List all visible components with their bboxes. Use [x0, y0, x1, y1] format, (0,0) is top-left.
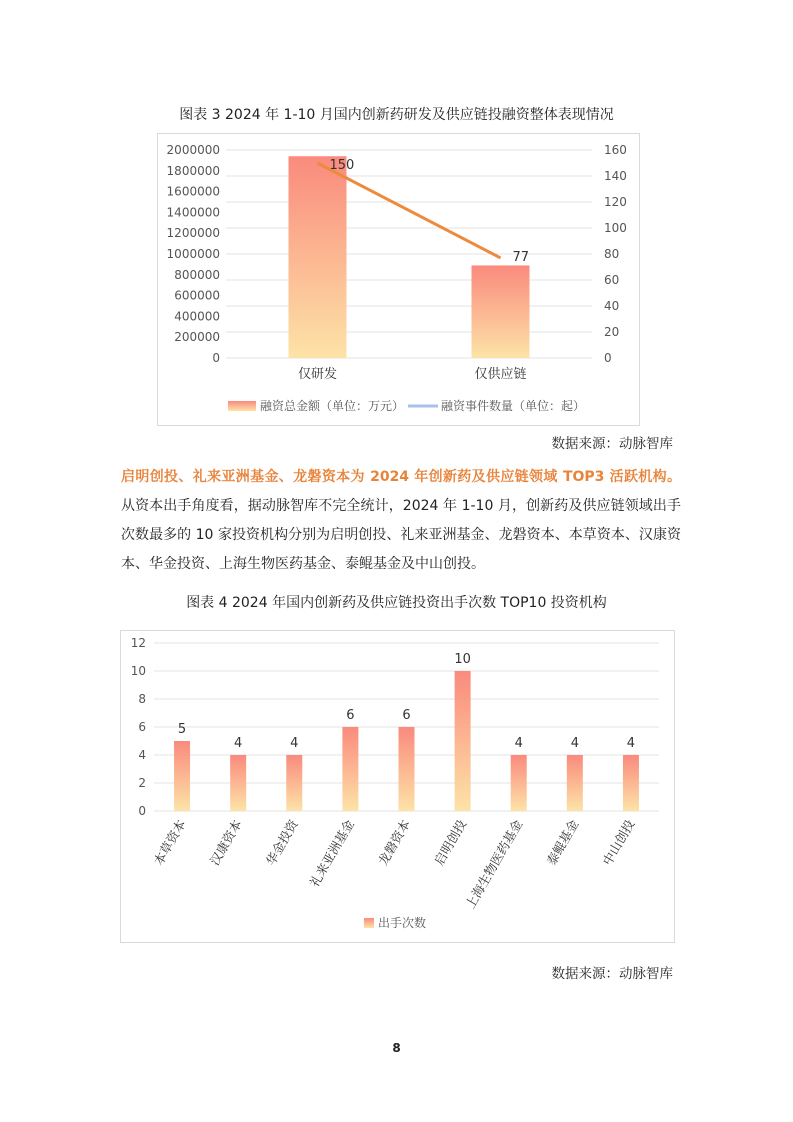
bar-data-label: 4	[626, 736, 636, 751]
x-tick-label: 启明创投	[431, 817, 470, 868]
paragraph-highlight: 启明创投、礼来亚洲基金、龙磐资本为 2024 年创新药及供应链领域 TOP3 活跃机构。	[121, 469, 681, 485]
y-left-tick-label: 600000	[174, 288, 220, 303]
x-tick-label: 仅供应链	[474, 367, 527, 382]
bar-data-label: 6	[402, 708, 411, 723]
y-left-tick-label: 1800000	[166, 163, 220, 178]
bar	[174, 741, 190, 811]
y-left-tick-label: 1600000	[166, 184, 220, 199]
y-right-tick-label: 40	[604, 299, 620, 313]
y-left-tick-label: 400000	[174, 309, 220, 324]
y-right-tick-label: 140	[604, 169, 627, 183]
legend-label: 出手次数	[378, 916, 427, 930]
x-tick-label: 汉康资本	[206, 817, 245, 868]
x-tick-label: 仅研发	[297, 367, 338, 382]
y-right-tick-label: 60	[604, 273, 620, 287]
bar	[230, 755, 246, 811]
bar-data-label: 4	[234, 736, 243, 751]
bar-data-label: 4	[570, 736, 579, 751]
paragraph-body: 从资本出手角度看，据动脉智库不完全统计，2024 年 1-10 月，创新药及供应链领域出手次数最多的 10 家投资机构分别为启明创投、礼来亚洲基金、龙磐资本、本草资本、汉康资本、华金投资、上海生物医药基金、泰鲲基金及中山创投。	[121, 498, 681, 572]
y-tick-label: 10	[130, 664, 146, 678]
bar	[472, 265, 530, 358]
legend-label-bar: 融资总金额（单位：万元）	[260, 399, 405, 413]
figure3-svg	[158, 134, 639, 425]
y-right-tick-label: 120	[604, 195, 627, 209]
y-tick-label: 12	[130, 636, 146, 650]
x-tick-label: 本草资本	[150, 817, 189, 868]
bar	[567, 755, 583, 811]
bar-data-label: 4	[514, 736, 523, 751]
bar-data-label: 5	[177, 722, 187, 737]
x-tick-label: 礼来亚洲基金	[306, 817, 357, 890]
y-tick-label: 2	[138, 776, 146, 790]
y-left-tick-label: 1400000	[166, 205, 220, 220]
y-right-tick-label: 80	[604, 247, 620, 261]
figure3-caption: 图表 3 2024 年 1-10 月国内创新药研发及供应链投融资整体表现情况	[179, 107, 614, 123]
x-tick-label: 龙磐资本	[375, 817, 414, 868]
y-left-tick-label: 1200000	[166, 226, 220, 241]
figure4-svg	[121, 631, 674, 942]
x-tick-label: 泰鲲基金	[543, 817, 582, 868]
bar	[511, 755, 527, 811]
bar-data-label: 6	[346, 708, 355, 723]
figure4-source: 数据来源：动脉智库	[551, 966, 673, 982]
figure3-source: 数据来源：动脉智库	[551, 436, 673, 452]
x-tick-label: 中山创投	[599, 817, 638, 868]
y-right-tick-label: 20	[604, 325, 620, 339]
y-right-tick-label: 0	[604, 351, 612, 365]
legend-swatch	[364, 918, 374, 928]
bar	[623, 755, 639, 811]
bar-data-label: 10	[454, 652, 471, 667]
bar	[342, 727, 358, 811]
y-left-tick-label: 200000	[174, 330, 220, 345]
figure4-caption: 图表 4 2024 年国内创新药及供应链投资出手次数 TOP10 投资机构	[186, 595, 607, 611]
bar	[455, 671, 471, 811]
line-data-label: 150	[329, 158, 355, 173]
y-tick-label: 0	[138, 804, 146, 818]
y-left-tick-label: 0	[212, 351, 220, 365]
x-tick-label: 华金投资	[262, 817, 301, 868]
legend-swatch-bar	[228, 401, 256, 411]
body-paragraph	[121, 463, 681, 579]
bar	[399, 727, 415, 811]
y-tick-label: 6	[138, 720, 146, 734]
line-data-label: 77	[512, 249, 530, 265]
bar	[286, 755, 302, 811]
figure4-chart	[120, 630, 675, 943]
bar	[289, 156, 347, 358]
y-left-tick-label: 800000	[174, 267, 220, 282]
page-number: 8	[392, 1041, 401, 1055]
y-tick-label: 4	[138, 748, 146, 762]
y-tick-label: 8	[138, 692, 146, 706]
x-tick-label: 上海生物医药基金	[462, 817, 526, 912]
bar-data-label: 4	[290, 736, 299, 751]
y-left-tick-label: 1000000	[166, 247, 220, 261]
y-left-tick-label: 2000000	[166, 143, 220, 157]
y-right-tick-label: 100	[604, 221, 627, 235]
figure3-chart	[157, 133, 640, 426]
legend-label-line: 融资事件数量（单位：起）	[441, 399, 586, 413]
y-right-tick-label: 160	[604, 143, 627, 157]
